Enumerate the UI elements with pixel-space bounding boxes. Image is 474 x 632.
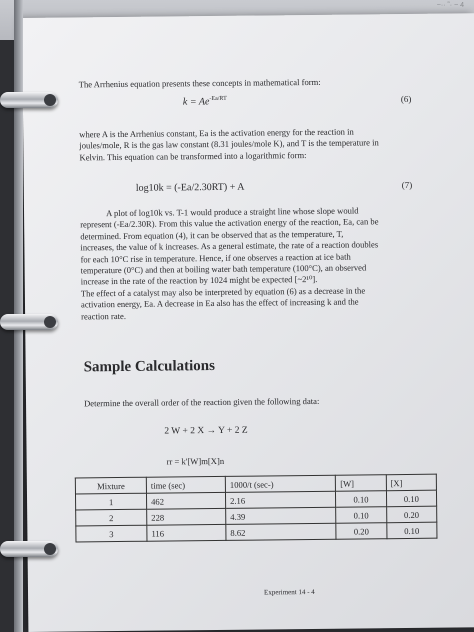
table-row (76, 522, 437, 542)
table-cell: 0.10 (336, 491, 387, 508)
table-cell: 3 (76, 525, 147, 542)
paragraph-1-line: Kelvin. This equation can be transformed into a logarithmic form: (79, 149, 307, 163)
intro-text: The Arrhenius equation presents these concepts in mathematical form: (78, 76, 321, 90)
col-header: Mixture (75, 477, 146, 494)
table-cell: 4.39 (226, 507, 336, 524)
binder-hole (44, 316, 56, 328)
section-heading: Sample Calculations (83, 357, 216, 376)
col-header: 1000/t (sec-) (225, 475, 335, 492)
table-cell: 0.20 (386, 506, 437, 523)
binder-hole (44, 94, 56, 106)
equation-6 (183, 96, 227, 108)
prompt-text: Determine the overall order of the reaction given the following data: (83, 395, 320, 409)
table-cell: 1 (75, 493, 146, 510)
data-table (75, 474, 438, 543)
col-header: [X] (386, 474, 437, 491)
binder-ring (0, 314, 58, 330)
paragraph-2-line: temperature (0°C) and then at boiling water bath temperature (100°C), an observed (80, 262, 367, 276)
paragraph-1-line: joules/mole, R is the gas law constant (8.31 joules/mole K), and T is the temperature in (79, 137, 379, 151)
equation-6-body: k = Ae (182, 96, 210, 108)
equation-7: log10k = (-Ea/2.30RT) + A (135, 181, 245, 194)
paragraph-2-line: The effect of a catalyst may also be interpreted by equation (6) as a decrease in the (80, 285, 366, 299)
paragraph-2-line: activation energy, Ea. A decrease in Ea also has the effect of increasing k and the (80, 296, 359, 310)
paragraph-2-line: increase in the rate of the reaction by 1024 might be expected [~2¹⁰]. (80, 274, 318, 287)
equation-6-number: (6) (400, 93, 412, 105)
paragraph-2-line: for each 10°C rise in temperature. Hence, if one observes a reaction at ice bath (80, 251, 351, 265)
reaction-equation: 2 W + 2 X → Y + 2 Z (164, 425, 248, 437)
paragraph-2-line: A plot of log10k vs. T-1 would produce a straight line whose slope would (105, 205, 359, 219)
table-cell: 116 (147, 524, 226, 541)
paragraph-1 (79, 126, 379, 163)
paragraph-2-line: increases, the value of k increases. As a general estimate, the rate of a reaction doubles (80, 239, 379, 253)
equation-6-exponent: -Ea/RT (209, 95, 227, 103)
paragraph-1-line: where A is the Arrhenius constant, Ea is the activation energy for the reaction in (79, 126, 354, 140)
table-cell: 2.16 (225, 491, 335, 508)
paragraph-2-line: determined. From equation (4), it can be observed that as the temperature, T, (80, 228, 344, 242)
binder-ring (0, 92, 58, 108)
table-cell: 2 (76, 509, 147, 526)
corner-scribble: ~·· ˜· ~ 4 (436, 2, 464, 9)
rate-law: rr = k'[W]m[X]n (166, 455, 225, 467)
binder-ring (0, 541, 58, 557)
table-cell: 0.10 (386, 490, 437, 507)
document-page (22, 13, 474, 632)
col-header: [W] (336, 475, 387, 492)
table-cell: 462 (146, 492, 225, 509)
paragraph-2 (80, 205, 380, 322)
binder-hole (44, 543, 56, 555)
table-cell: 0.10 (336, 507, 387, 524)
col-header: time (sec) (146, 476, 225, 493)
table-cell: 228 (147, 508, 226, 525)
paragraph-2-line: reaction rate. (81, 310, 127, 322)
paragraph-2-line: represent (-Ea/2.30R). From this value the activation energy of the reaction, Ea, can be (80, 216, 379, 230)
equation-7-number: (7) (401, 179, 413, 191)
table-cell: 0.10 (386, 522, 437, 539)
page-footer: Experiment 14 - 4 (263, 587, 315, 597)
table-cell: 0.20 (336, 523, 387, 540)
table-cell: 8.62 (226, 523, 336, 540)
